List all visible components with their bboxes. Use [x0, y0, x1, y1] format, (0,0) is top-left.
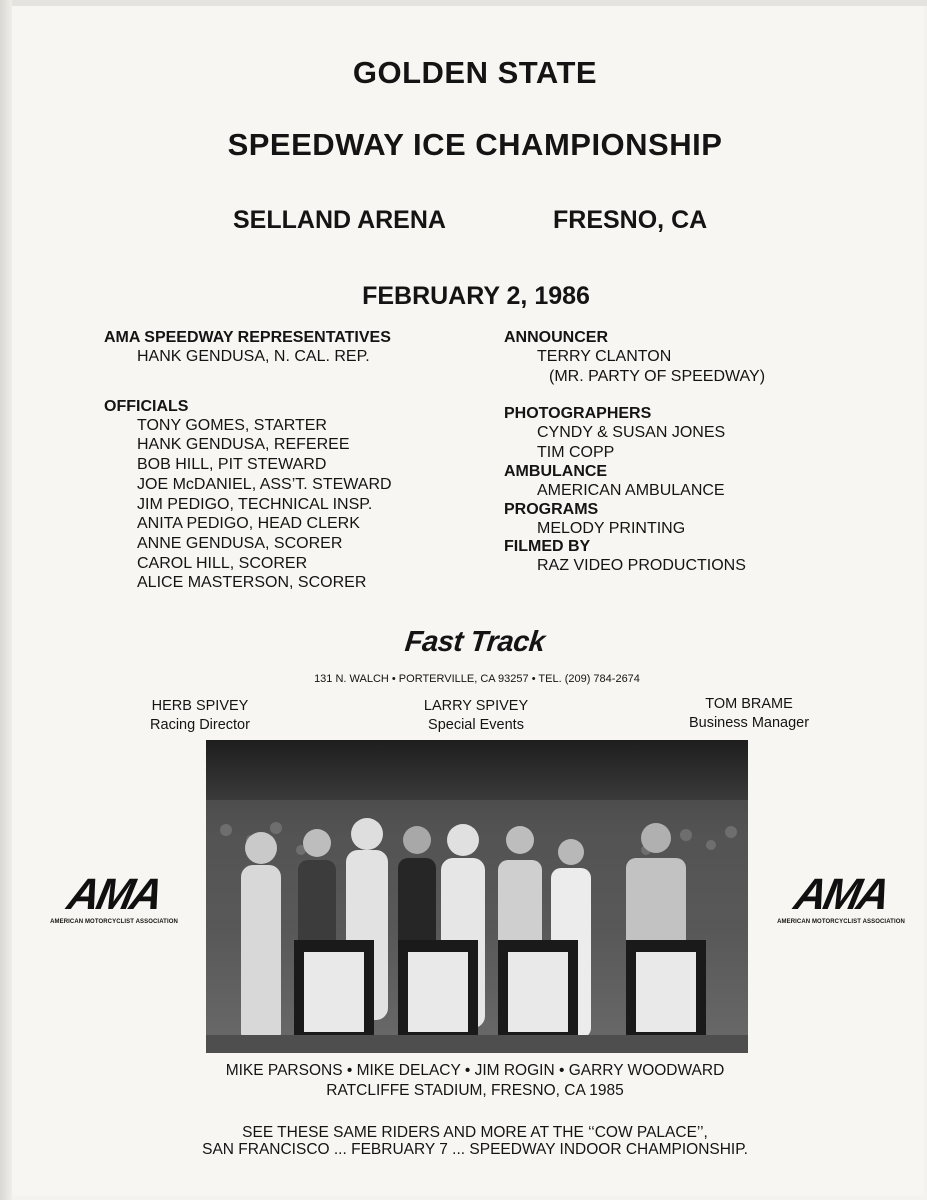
reps-heading: AMA SPEEDWAY REPRESENTATIVES [104, 329, 391, 346]
photo-caption-location: RATCLIFFE STADIUM, FRESNO, CA 1985 [326, 1082, 624, 1099]
riders-photo [206, 740, 748, 1053]
trophy-plaques [294, 940, 706, 1045]
announcer-heading: ANNOUNCER [504, 329, 608, 346]
title-championship: SPEEDWAY ICE CHAMPIONSHIP [227, 127, 723, 162]
promoter-address: 131 N. WALCH • PORTERVILLE, CA 93257 • TEL. (209) 784-2674 [314, 673, 640, 685]
ama-logo-text: AMA [63, 870, 165, 919]
official-item: JOE McDANIEL, ASS’T. STEWARD [137, 475, 392, 493]
staff-name: TOM BRAME [705, 696, 793, 712]
event-date: FEBRUARY 2, 1986 [362, 282, 590, 310]
filmed-item: RAZ VIDEO PRODUCTIONS [537, 557, 746, 575]
ama-logo-right [777, 870, 905, 933]
official-item: ANNE GENDUSA, SCORER [137, 534, 343, 552]
ama-logo-subtitle: AMERICAN MOTORCYCLIST ASSOCIATION [50, 919, 178, 925]
staff-role: Business Manager [688, 715, 810, 731]
staff-role: Racing Director [150, 717, 250, 733]
staff-name: HERB SPIVEY [151, 698, 249, 714]
staff-name: LARRY SPIVEY [423, 698, 529, 714]
ama-logo-text: AMA [790, 870, 892, 919]
riders-photo-image [206, 740, 748, 1053]
official-item: ANITA PEDIGO, HEAD CLERK [137, 515, 360, 533]
promoter-logo [0, 626, 927, 659]
ambulance-item: AMERICAN AMBULANCE [537, 481, 725, 499]
ama-logo-left [50, 870, 178, 933]
photo-caption-riders: MIKE PARSONS • MIKE DELACY • JIM ROGIN • GARRY WOODWARD [225, 1062, 725, 1079]
left-column [104, 329, 392, 593]
official-item: CAROL HILL, SCORER [137, 554, 308, 572]
official-item: TONY GOMES, STARTER [137, 416, 327, 434]
staff-larry [406, 697, 546, 735]
programs-item: MELODY PRINTING [537, 519, 686, 537]
staff-tom [674, 695, 824, 733]
venue-name: SELLAND ARENA [233, 206, 446, 234]
programs-heading: PROGRAMS [504, 500, 599, 518]
photographer-item: TIM COPP [537, 444, 615, 462]
official-item: HANK GENDUSA, REFEREE [137, 436, 350, 454]
official-item: BOB HILL, PIT STEWARD [137, 456, 327, 474]
promoter-name: Fast Track [403, 626, 547, 658]
photographers-heading: PHOTOGRAPHERS [504, 405, 652, 423]
official-item: ALICE MASTERSON, SCORER [137, 574, 367, 592]
ambulance-heading: AMBULANCE [504, 462, 608, 480]
official-item: JIM PEDIGO, TECHNICAL INSP. [137, 495, 373, 513]
ama-logo-subtitle: AMERICAN MOTORCYCLIST ASSOCIATION [777, 919, 905, 925]
footer-line-1: SEE THESE SAME RIDERS AND MORE AT THE ‘‘COW PALACE’’, [242, 1124, 708, 1141]
right-column [504, 329, 765, 576]
staff-role: Special Events [428, 717, 524, 733]
venue-city: FRESNO, CA [553, 206, 708, 234]
announcer-name: TERRY CLANTON [537, 348, 672, 365]
title-golden-state: GOLDEN STATE [352, 55, 598, 90]
photographer-item: CYNDY & SUSAN JONES [537, 424, 726, 442]
footer-line-2: SAN FRANCISCO ... FEBRUARY 7 ... SPEEDWAY INDOOR CHAMPIONSHIP. [202, 1141, 748, 1158]
announcer-nickname: (MR. PARTY OF SPEEDWAY) [549, 367, 766, 385]
staff-herb [130, 697, 270, 735]
reps-item: HANK GENDUSA, N. CAL. REP. [137, 348, 370, 365]
officials-list [104, 416, 392, 593]
filmed-heading: FILMED BY [504, 538, 591, 556]
binding-edge [0, 0, 12, 1200]
officials-heading: OFFICIALS [104, 397, 189, 415]
